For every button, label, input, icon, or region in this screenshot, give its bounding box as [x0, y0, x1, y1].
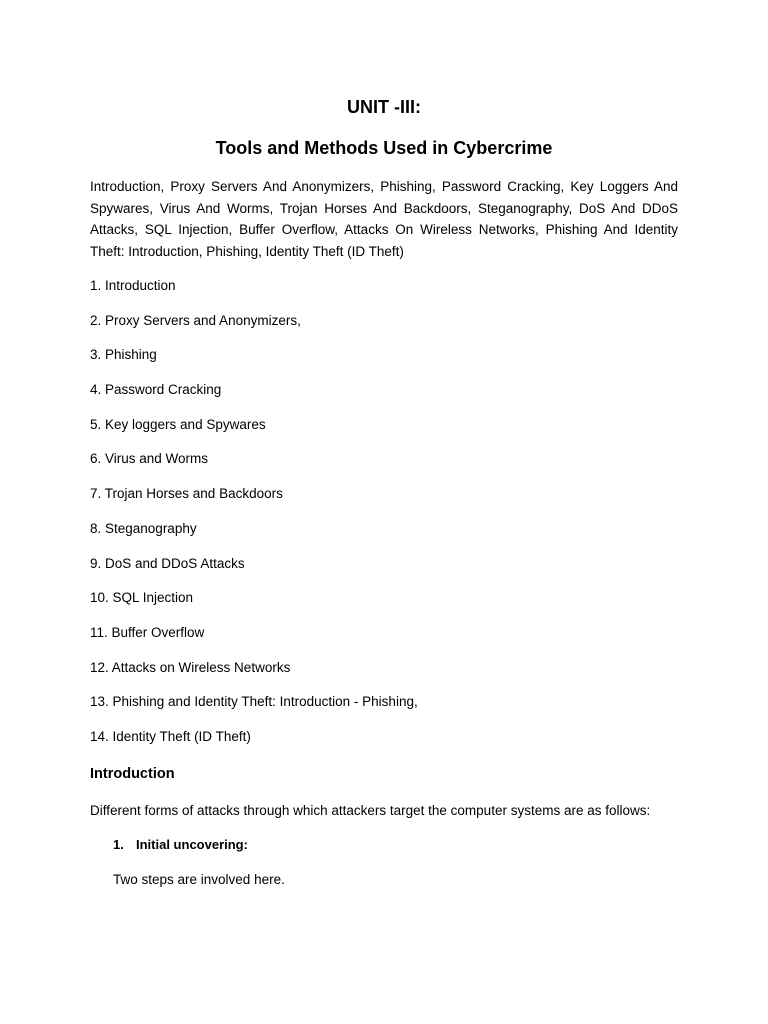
topic-item: 9. DoS and DDoS Attacks [90, 555, 245, 571]
topic-item: 12. Attacks on Wireless Networks [90, 659, 291, 675]
subitem-text: Two steps are involved here. [113, 872, 285, 887]
topic-item: 4. Password Cracking [90, 382, 222, 398]
topic-item: 8. Steganography [90, 520, 197, 536]
numbered-subitem [113, 835, 248, 855]
section-intro-paragraph: Different forms of attacks through which attackers target the computer systems are as follows: [90, 803, 651, 818]
topic-item: 10. SQL Injection [90, 590, 194, 606]
subitem-label: Initial uncovering: [136, 837, 248, 852]
topic-item: 3. Phishing [90, 347, 157, 363]
topic-item: 7. Trojan Horses and Backdoors [90, 486, 283, 502]
topic-item: 5. Key loggers and Spywares [90, 416, 266, 432]
topics-list [90, 276, 690, 762]
topic-item: 13. Phishing and Identity Theft: Introduction - Phishing, [90, 694, 418, 710]
section-heading: Introduction [90, 766, 175, 782]
topic-item: 2. Proxy Servers and Anonymizers, [90, 312, 301, 328]
topic-item: 6. Virus and Worms [90, 451, 209, 467]
topic-item: 11. Buffer Overflow [90, 624, 205, 640]
topic-item: 1. Introduction [90, 278, 176, 293]
page-title: Tools and Methods Used in Cybercrime [215, 138, 553, 158]
unit-heading: UNIT -III: [347, 97, 421, 117]
topic-item: 14. Identity Theft (ID Theft) [90, 728, 251, 744]
overview-paragraph: Introduction, Proxy Servers And Anonymizers, Phishing, Password Cracking, Key Loggers And Spywares, Virus And Worms, Trojan Horses And Backdoors, Steganography, DoS And DDoS Attacks, SQL Injection, Buffer Overflow, Attacks On Wireless Networks, Phishing And Identity Theft: Introduction, Phishing, Identity Theft (ID Theft) [90, 179, 678, 259]
subitem-number: 1. [113, 837, 124, 852]
